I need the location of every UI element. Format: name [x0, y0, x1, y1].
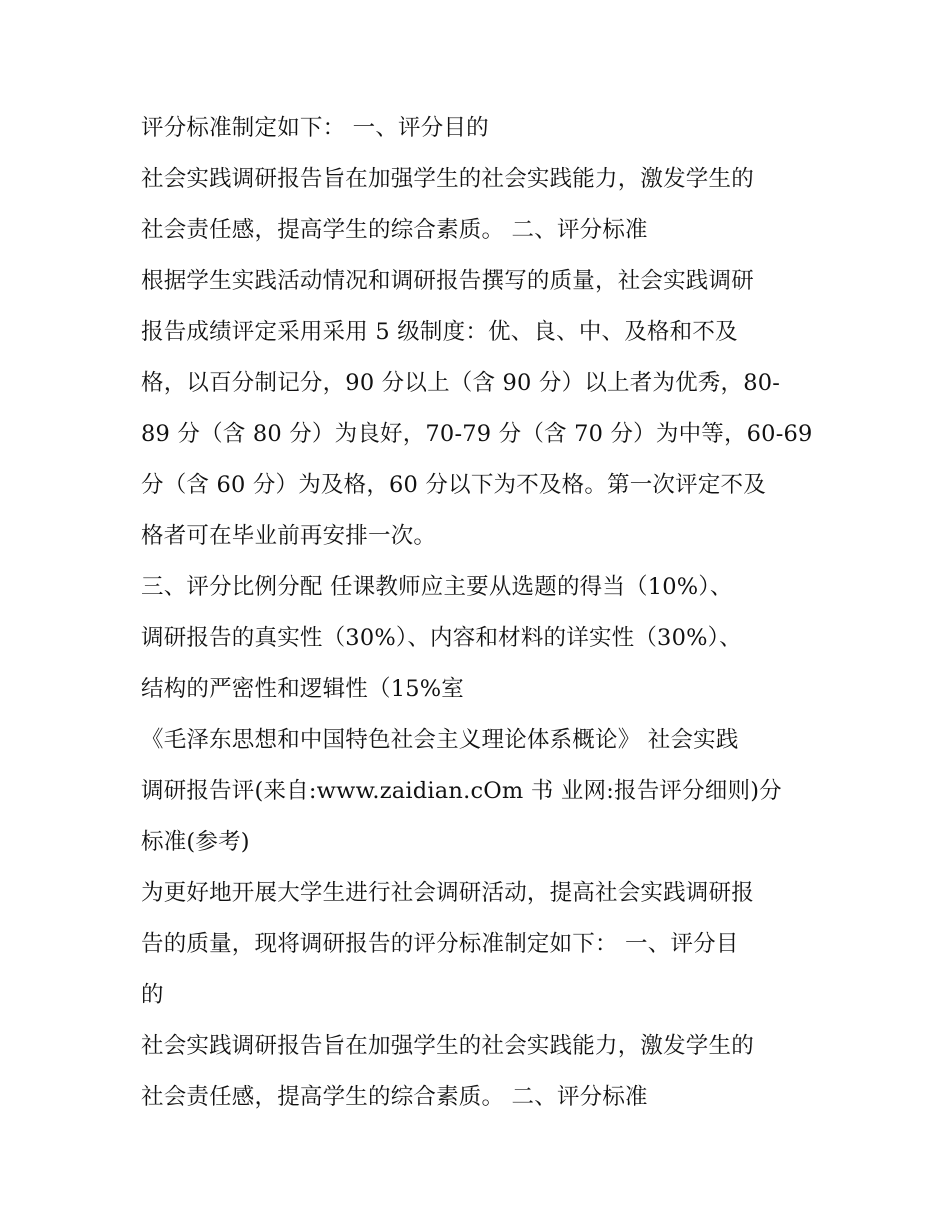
- text-line: 根据学生实践活动情况和调研报告撰写的质量，社会实践调研: [141, 268, 754, 294]
- text-line: 格，以百分制记分，90 分以上（含 90 分）以上者为优秀，80-: [141, 370, 781, 396]
- text-line: 报告成绩评定采用采用 5 级制度：优、良、中、及格和不及: [141, 319, 738, 345]
- text-line: 社会责任感，提高学生的综合素质。 二、评分标准: [141, 217, 648, 243]
- text-line: 调研报告的真实性（30%）、内容和材料的详实性（30%）、: [141, 625, 742, 651]
- text-line: 的: [141, 982, 164, 1008]
- text-line: 三、评分比例分配 任课教师应主要从选题的得当（10%）、: [141, 574, 733, 600]
- text-line: 标准(参考): [141, 829, 250, 855]
- text-line: 结构的严密性和逻辑性（15%室: [141, 676, 465, 702]
- text-line: 《毛泽东思想和中国特色社会主义理论体系概论》 社会实践: [141, 727, 739, 753]
- text-line: 社会实践调研报告旨在加强学生的社会实践能力，激发学生的: [141, 1033, 754, 1059]
- text-line: 评分标准制定如下： 一、评分目的: [141, 115, 489, 141]
- text-line: 社会责任感，提高学生的综合素质。 二、评分标准: [141, 1084, 648, 1110]
- text-line: 为更好地开展大学生进行社会调研活动，提高社会实践调研报: [141, 880, 754, 906]
- text-line: 调研报告评(来自:www.zaidian.cOm 书 业网:报告评分细则)分: [141, 778, 782, 804]
- text-line: 分（含 60 分）为及格，60 分以下为不及格。第一次评定不及: [141, 472, 766, 498]
- text-line: 告的质量，现将调研报告的评分标准制定如下： 一、评分目: [141, 931, 739, 957]
- text-line: 格者可在毕业前再安排一次。: [141, 523, 437, 549]
- text-line: 89 分（含 80 分）为良好，70-79 分（含 70 分）为中等，60-69: [141, 421, 813, 447]
- text-line: 社会实践调研报告旨在加强学生的社会实践能力，激发学生的: [141, 166, 754, 192]
